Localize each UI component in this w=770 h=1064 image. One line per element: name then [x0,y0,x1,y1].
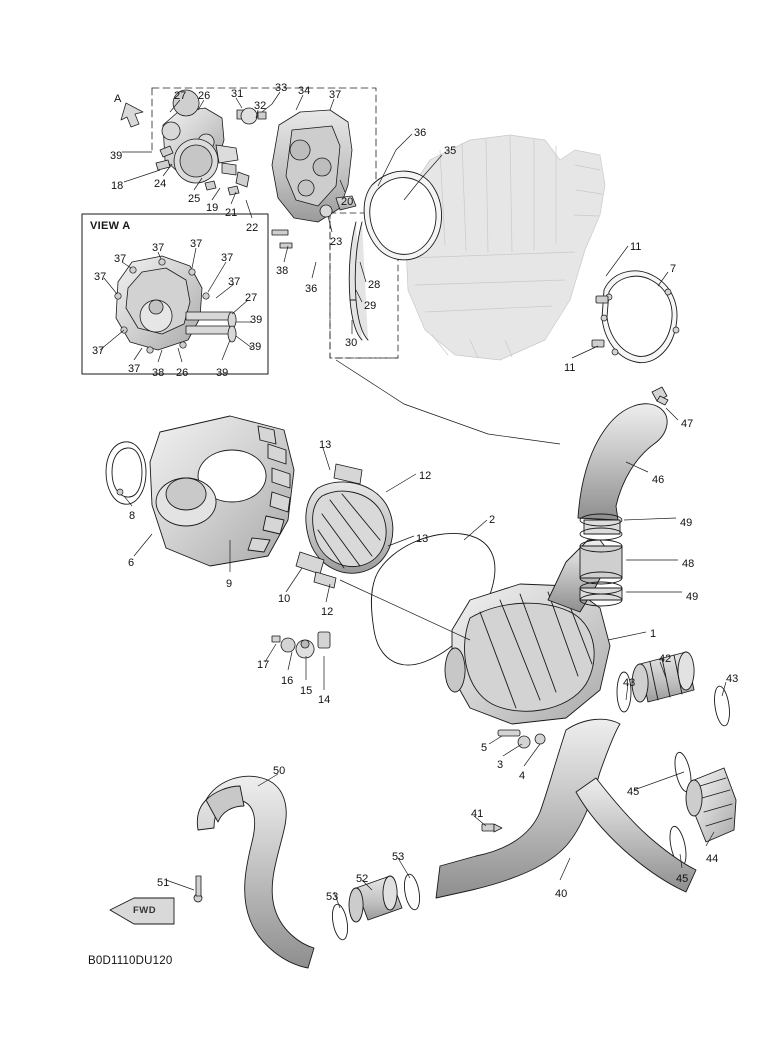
callout-5-49: 5 [481,742,488,754]
callout-53-58: 53 [326,891,339,903]
view-a-callout-27-6: 27 [245,292,258,304]
callout-35-9: 35 [444,145,457,157]
callout-51-57: 51 [157,877,170,889]
callout-7-25: 7 [670,263,677,275]
callout-44-53: 44 [706,853,719,865]
callout-25-13: 25 [188,193,201,205]
callout-30-23: 30 [345,337,358,349]
callout-10-39: 10 [278,593,291,605]
callout-13-34: 13 [416,533,429,545]
view-a-callout-37-4: 37 [94,271,107,283]
callout-6-37: 6 [128,557,135,569]
callout-21-15: 21 [225,207,238,219]
callout-12-33: 12 [419,470,432,482]
view-a-callout-37-8: 37 [92,345,105,357]
view-a-title: VIEW A [90,220,131,232]
callout-41-55: 41 [471,808,484,820]
view-a-callout-39-12: 39 [216,367,229,379]
callout-9-38: 9 [226,578,233,590]
view-a-callout-37-5: 37 [228,276,241,288]
callout-40-61: 40 [555,888,568,900]
callout-29-22: 29 [364,300,377,312]
callout-1-41: 1 [650,628,657,640]
callout-26-2: 26 [198,90,211,102]
callout-23-18: 23 [330,236,343,248]
callout-28-21: 28 [368,279,381,291]
callout-47-27: 47 [681,418,694,430]
callout-31-3: 31 [231,88,244,100]
callout-42-42: 42 [659,653,672,665]
view-a-callout-39-13: 39 [249,341,262,353]
callout-46-28: 46 [652,474,665,486]
callout-18-11: 18 [111,180,124,192]
part-code-label: B0D1110DU120 [88,955,173,967]
callout-36-8: 36 [414,127,427,139]
callout-22-16: 22 [246,222,259,234]
callout-49-31: 49 [686,591,699,603]
callout-12-40: 12 [321,606,334,618]
view-a-callout-37-9: 37 [128,363,141,375]
callout-43-44: 43 [726,673,739,685]
callout-39-10: 39 [110,150,123,162]
callout-16-46: 16 [281,675,294,687]
callout-19-14: 19 [206,202,219,214]
callout-38-19: 38 [276,265,289,277]
callout-27-1: 27 [174,90,187,102]
callout-53-60: 53 [392,851,405,863]
callout-24-12: 24 [154,178,167,190]
callout-11-24: 11 [630,241,642,253]
callout-33-4: 33 [275,82,288,94]
callout-3-50: 3 [497,759,504,771]
view-a-callout-38-10: 38 [152,367,165,379]
callout-20-17: 20 [341,196,354,208]
callout-32-7: 32 [254,100,267,112]
callout-11-26: 11 [564,362,576,374]
callout-52-59: 52 [356,873,369,885]
callout-48-30: 48 [682,558,695,570]
callout-36-20: 36 [305,283,318,295]
callout-45-52: 45 [627,786,640,798]
callout-4-51: 4 [519,770,526,782]
callout-15-47: 15 [300,685,313,697]
callout-50-56: 50 [273,765,286,777]
callout-43-43: 43 [623,677,636,689]
view-a-callout-39-7: 39 [250,314,263,326]
callout-13-32: 13 [319,439,332,451]
callout-A-0: A [114,93,122,105]
callout-17-45: 17 [257,659,270,671]
callout-34-5: 34 [298,85,311,97]
view-a-callout-37-2: 37 [190,238,203,250]
view-a-callout-26-11: 26 [176,367,189,379]
callout-45-54: 45 [676,873,689,885]
callout-8-36: 8 [129,510,136,522]
callout-37-6: 37 [329,89,342,101]
view-a-callout-37-1: 37 [152,242,165,254]
fwd-direction-label: FWD [133,905,157,916]
callout-2-35: 2 [489,514,496,526]
callout-49-29: 49 [680,517,693,529]
view-a-callout-37-0: 37 [114,253,127,265]
callout-14-48: 14 [318,694,331,706]
view-a-callout-37-3: 37 [221,252,234,264]
